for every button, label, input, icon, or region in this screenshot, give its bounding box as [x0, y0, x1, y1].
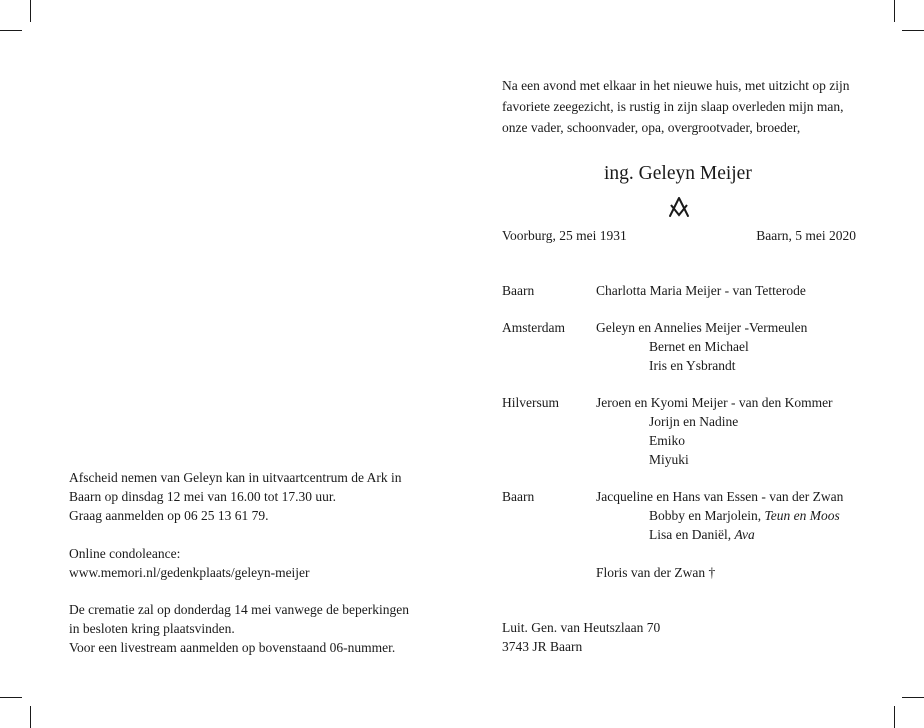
grandchild — [649, 525, 755, 544]
cremation-line: De crematie zal op donderdag 14 mei vanwege de beperkingen — [69, 602, 409, 617]
farewell-line: Afscheid nemen van Geleyn kan in uitvaartcentrum de Ark in — [69, 470, 402, 485]
deceased-name: ing. Geleyn Meijer — [604, 163, 752, 184]
condolence-url: www.memori.nl/gedenkplaats/geleyn-meijer — [69, 565, 310, 580]
intro-line: favoriete zeegezicht, is rustig in zijn slaap overleden mijn man, — [502, 99, 844, 114]
grandchild: Iris en Ysbrandt — [649, 358, 736, 373]
great-grandchildren: Teun en Moos — [764, 508, 840, 523]
grandchild: Emiko — [649, 433, 685, 448]
cremation-line: in besloten kring plaatsvinden. — [69, 621, 235, 636]
crop-mark — [902, 30, 924, 31]
farewell-line: Graag aanmelden op 06 25 13 61 79. — [69, 508, 269, 523]
crop-mark — [0, 697, 22, 698]
grandchild: Miyuki — [649, 452, 689, 467]
deceased-family-member: Floris van der Zwan † — [596, 565, 716, 580]
crop-mark — [894, 0, 895, 22]
birth-date: Voorburg, 25 mei 1931 — [502, 228, 627, 243]
address-city: 3743 JR Baarn — [502, 639, 583, 654]
family-place: Baarn — [502, 283, 535, 298]
family-member: Geleyn en Annelies Meijer -Vermeulen — [596, 320, 808, 335]
grandchild: Bernet en Michael — [649, 339, 749, 354]
condolence-label: Online condoleance: — [69, 546, 181, 561]
family-place: Baarn — [502, 489, 535, 504]
crop-mark — [30, 0, 31, 22]
crop-mark — [30, 706, 31, 728]
family-place: Hilversum — [502, 395, 559, 410]
square-and-compasses-icon — [667, 196, 691, 220]
death-date: Baarn, 5 mei 2020 — [756, 228, 856, 243]
grandchild: Jorijn en Nadine — [649, 414, 739, 429]
grandchild — [649, 506, 840, 525]
farewell-line: Baarn op dinsdag 12 mei van 16.00 tot 17.30 uur. — [69, 489, 336, 504]
grandchild-name: Bobby en Marjolein, — [649, 508, 765, 523]
great-grandchildren: Ava — [734, 527, 755, 542]
address-street: Luit. Gen. van Heutszlaan 70 — [502, 620, 661, 635]
cremation-line: Voor een livestream aanmelden op bovenstaand 06-nummer. — [69, 640, 396, 655]
family-member: Charlotta Maria Meijer - van Tetterode — [596, 283, 806, 298]
family-member: Jacqueline en Hans van Essen - van der Zwan — [596, 489, 844, 504]
grandchild-name: Lisa en Daniël, — [649, 527, 735, 542]
family-place: Amsterdam — [502, 320, 565, 335]
family-member: Jeroen en Kyomi Meijer - van den Kommer — [596, 395, 833, 410]
crop-mark — [0, 30, 22, 31]
intro-line: Na een avond met elkaar in het nieuwe huis, met uitzicht op zijn — [502, 78, 850, 93]
crop-mark — [894, 706, 895, 728]
crop-mark — [902, 697, 924, 698]
intro-line: onze vader, schoonvader, opa, overgrootvader, broeder, — [502, 120, 801, 135]
